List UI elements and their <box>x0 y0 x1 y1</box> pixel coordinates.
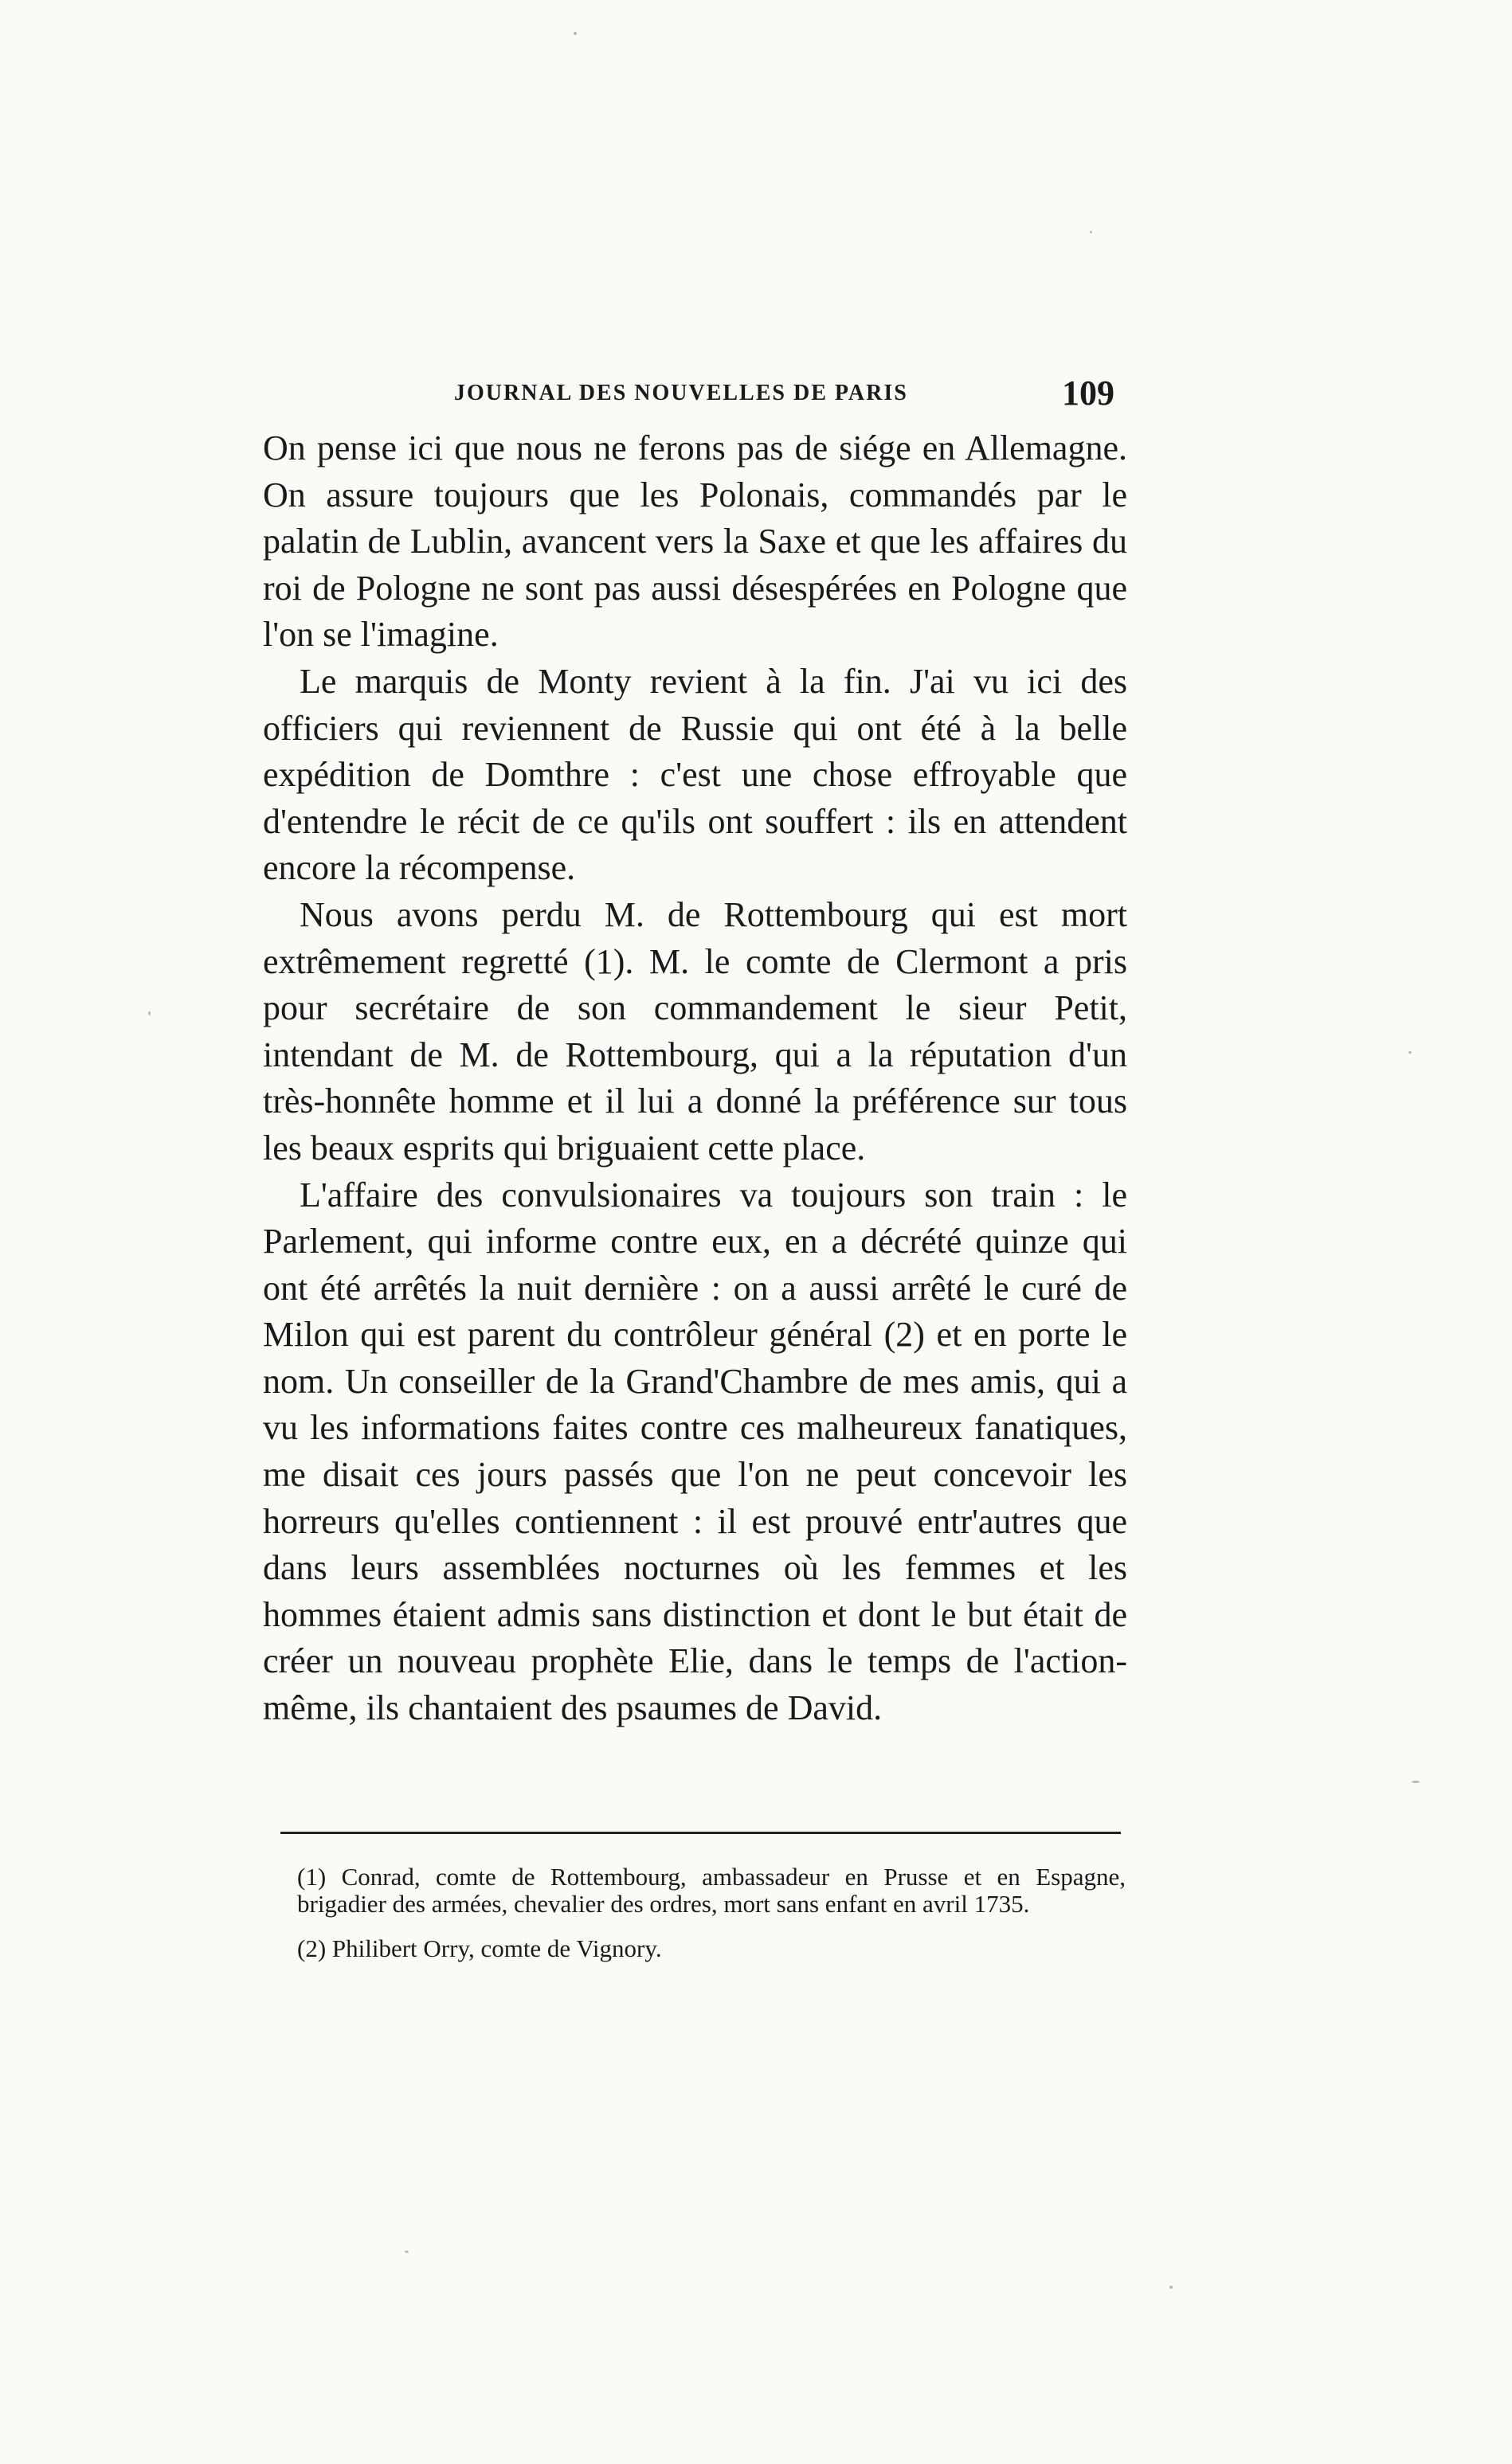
footnote-divider <box>280 1832 1121 1834</box>
scan-speck <box>1408 1051 1412 1054</box>
scan-speck <box>1169 2286 1173 2289</box>
scan-speck <box>148 1011 151 1015</box>
scan-speck <box>574 32 577 35</box>
running-title: JOURNAL DES NOUVELLES DE PARIS <box>454 381 908 405</box>
paragraph: L'affaire des convulsionaires va toujours son train : le Parlement, qui informe contre eux, en a décrété quinze qui ont été arrêtés la nuit dernière : on a aussi arrêté le curé de Milon qui est parent du contrôleur général (2) et en porte le nom. Un conseiller de la Grand'Chambre de mes amis, qui a vu les informations faites contre ces malheureux fanatiques, me disait ces jours passés que l'on ne peut concevoir les horreurs qu'elles contiennent : il est prouvé entr'autres que dans leurs assemblées nocturnes où les femmes et les hommes étaient admis sans distinction et dont le but était de créer un nouveau prophète Elie, dans le temps de l'action-même, ils chantaient des psaumes de David. <box>263 1175 1127 1728</box>
body-text <box>263 425 1127 1732</box>
paragraph: Le marquis de Monty revient à la fin. J'ai vu ici des officiers qui reviennent de Russie qui ont été à la belle expédition de Domthre : c'est une chose effroyable que d'entendre le récit de ce qu'ils ont souffert : ils en attendent encore la récompense. <box>263 661 1127 888</box>
scan-speck <box>1090 231 1092 233</box>
footnotes <box>297 1864 1126 1980</box>
footnote-2: (2) Philibert Orry, comte de Vignory. <box>297 1934 662 1962</box>
scan-speck <box>1412 1781 1420 1783</box>
footnote-1: (1) Conrad, comte de Rottembourg, ambassadeur en Prusse et en Espagne, brigadier des armées, chevalier des ordres, mort sans enfant en avril 1735. <box>297 1863 1126 1918</box>
page-number: 109 <box>1062 374 1114 413</box>
scan-speck <box>405 2251 409 2253</box>
paragraph: On pense ici que nous ne ferons pas de siége en Allemagne. On assure toujours que les Polonais, commandés par le palatin de Lublin, avancent vers la Saxe et que les affaires du roi de Pologne ne sont pas aussi désespérées en Pologne que l'on se l'imagine. <box>263 428 1127 655</box>
page-header <box>263 373 1127 417</box>
paragraph: Nous avons perdu M. de Rottembourg qui est mort extrêmement regretté (1). M. le comte de Clermont a pris pour secrétaire de son commandement le sieur Petit, intendant de M. de Rottembourg, qui a la réputation d'un très-honnête homme et il lui a donné la préférence sur tous les beaux esprits qui briguaient cette place. <box>263 894 1127 1167</box>
